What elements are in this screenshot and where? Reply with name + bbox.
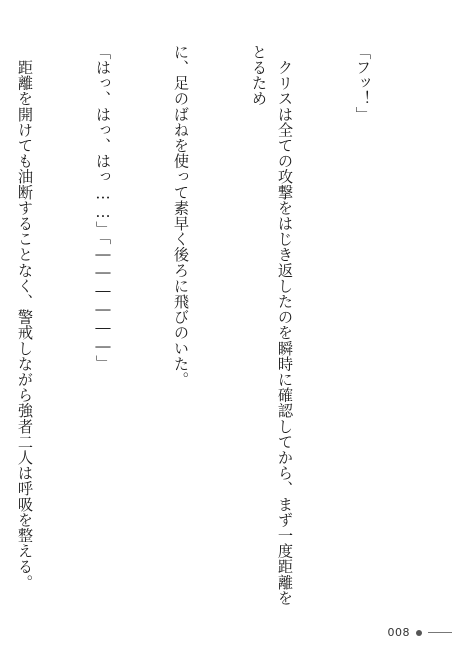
text-line: 距離を開けても油断することなく、警戒しながら強者二人は呼吸を整える。 <box>16 44 34 590</box>
vertical-text-body <box>0 44 428 610</box>
text-line: クリスは全ての攻撃をはじき返したのを瞬時に確認してから、まず一度距離をとるため <box>250 44 294 606</box>
text-line: 「フッ！」 <box>354 44 372 122</box>
page-marker-dot-icon <box>416 630 422 636</box>
text-line: 「はっ、はっ、はっ……」「――――――」 <box>94 44 112 371</box>
text-line: に、足のばねを使って素早く後ろに飛びのいた。 <box>172 44 190 388</box>
page-footer <box>388 626 453 639</box>
page-number: 008 <box>387 626 410 639</box>
page-marker-rule <box>428 632 452 634</box>
